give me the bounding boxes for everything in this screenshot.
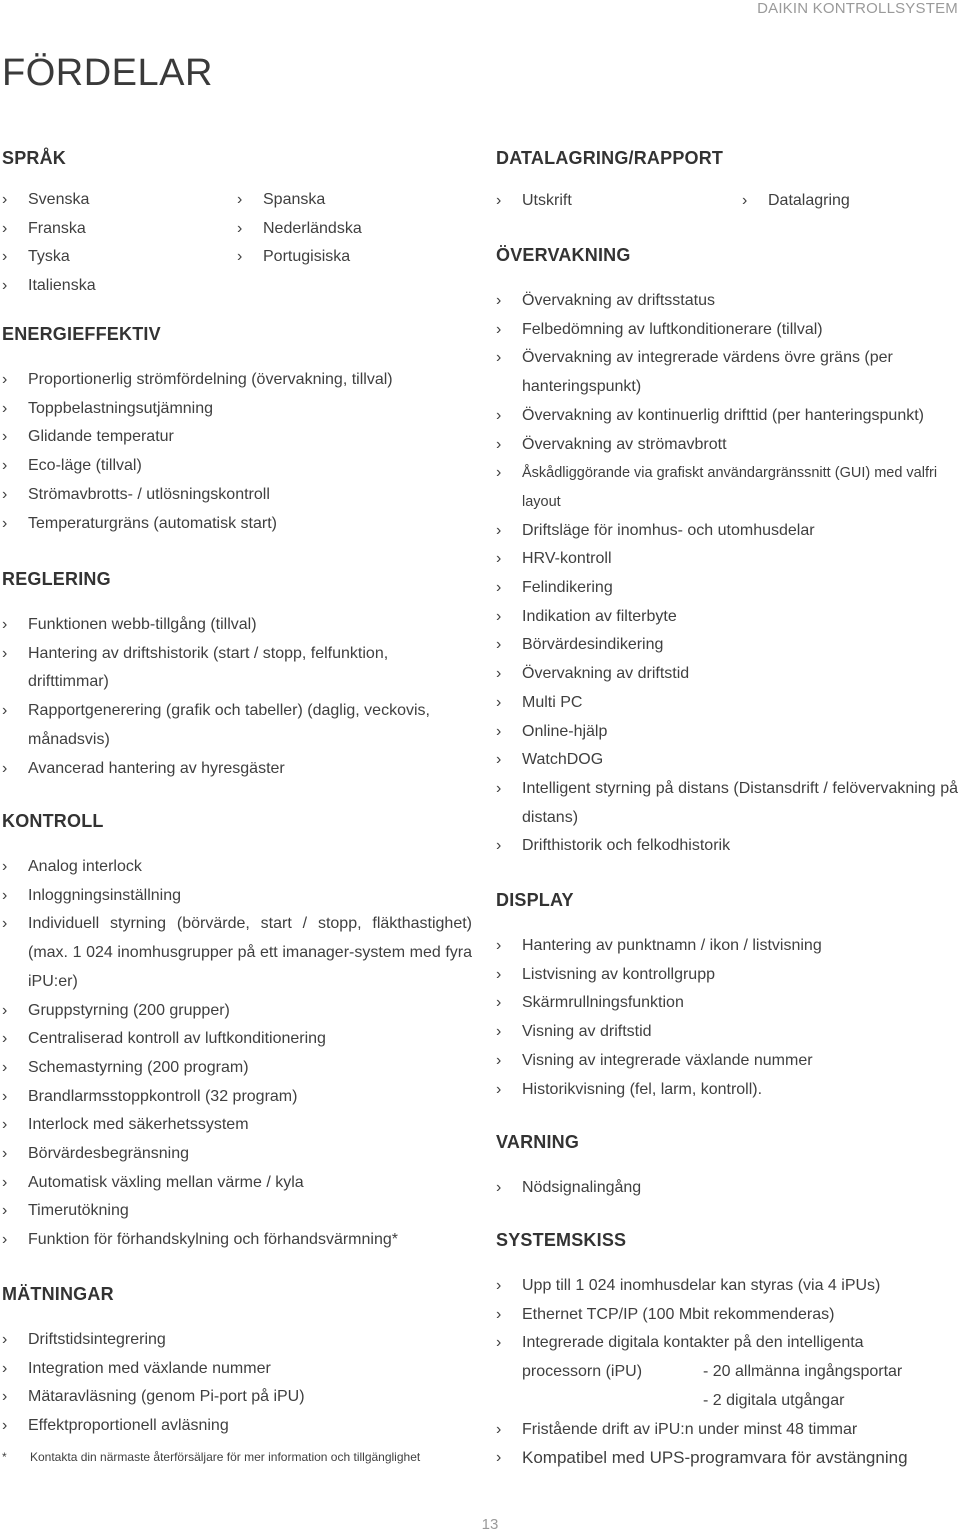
footnote-marker: *: [2, 1450, 7, 1464]
list-item: › Automatisk växling mellan värme / kyla: [2, 1169, 472, 1198]
list-item: › Glidande temperatur: [2, 423, 472, 452]
list-item: › Timerutökning: [2, 1197, 472, 1226]
language-list: [2, 186, 472, 301]
list-item: › Funktion för förhandskylning och förhandsvärmning*: [2, 1226, 472, 1255]
list-item: › Italienska: [2, 272, 237, 301]
list-item: › Visning av driftstid: [496, 1018, 958, 1047]
list-item: › Gruppstyrning (200 grupper): [2, 997, 472, 1026]
section-heading: ENERGIEFFEKTIV: [2, 324, 161, 344]
list-item: › Avancerad hantering av hyresgäster: [2, 755, 447, 784]
section-heading: SPRÅK: [2, 148, 67, 168]
sub-item: - 2 digitala utgångar: [703, 1391, 845, 1409]
list-item: › Integrerade digitala kontakter på den intelligenta: [496, 1329, 958, 1358]
section-heading: ÖVERVAKNING: [496, 245, 631, 265]
list-item: › Visning av integrerade växlande nummer: [496, 1047, 958, 1076]
section-kontroll: [2, 809, 472, 1282]
control-list: [2, 853, 472, 1255]
list-item: › Nederländska: [237, 215, 472, 244]
list-item: › Online-hjälp: [496, 718, 958, 747]
list-item: › Kompatibel med UPS-programvara för avstängning: [496, 1444, 958, 1473]
brand-header: DAIKIN KONTROLLSYSTEM: [757, 0, 958, 17]
list-item: › Temperaturgräns (automatisk start): [2, 510, 472, 539]
list-item: › Indikation av filterbyte: [496, 603, 958, 632]
list-item: › WatchDOG: [496, 746, 958, 775]
left-column: [2, 146, 472, 1441]
list-item: › Svenska: [2, 186, 237, 215]
list-item: › Skärmrullningsfunktion: [496, 989, 958, 1018]
page-title: FÖRDELAR: [2, 52, 213, 94]
list-item: › Multi PC: [496, 689, 958, 718]
list-item: › Börvärdesindikering: [496, 631, 958, 660]
list-item: › Analog interlock: [2, 853, 472, 882]
list-item-continuation: [496, 1358, 958, 1387]
language-list-col1: [2, 186, 237, 301]
list-item: › Toppbelastningsutjämning: [2, 395, 472, 424]
list-item: › Proportionerlig strömfördelning (övervakning, tillval): [2, 366, 472, 395]
section-heading: SYSTEMSKISS: [496, 1230, 627, 1250]
list-item: › Franska: [2, 215, 237, 244]
data-storage-col2: [742, 187, 850, 216]
list-item: › Övervakning av driftstid: [496, 660, 958, 689]
monitoring-list: [496, 287, 958, 861]
list-item: › Strömavbrotts- / utlösningskontroll: [2, 481, 472, 510]
list-item: › Schemastyrning (200 program): [2, 1054, 472, 1083]
warning-list: [496, 1174, 958, 1203]
footnote: [2, 1450, 420, 1464]
data-storage-list: [496, 187, 958, 216]
list-item: › Felindikering: [496, 574, 958, 603]
metering-list: [2, 1326, 472, 1441]
section-overvakning: [496, 243, 958, 888]
list-item: › Övervakning av strömavbrott: [496, 431, 958, 460]
section-varning: [496, 1130, 958, 1228]
section-heading: MÄTNINGAR: [2, 1284, 114, 1304]
sub-item: - 20 allmänna ingångsportar: [703, 1363, 903, 1381]
list-item: › Åskådliggörande via grafiskt användargränssnitt (GUI) med valfri layout: [496, 459, 958, 516]
list-item: › Ethernet TCP/IP (100 Mbit rekommenderas): [496, 1301, 958, 1330]
right-column: [496, 146, 958, 1473]
list-item: › Upp till 1 024 inomhusdelar kan styras (via 4 iPUs): [496, 1272, 958, 1301]
footnote-text: Kontakta din närmaste återförsäljare för mer information och tillgänglighet: [30, 1450, 421, 1464]
energy-list: [2, 366, 472, 538]
system-list: [496, 1272, 958, 1358]
list-item: › Övervakning av integrerade värdens övre gräns (per hanteringspunkt): [496, 344, 958, 401]
section-energieffektiv: [2, 322, 472, 567]
list-item: › Datalagring: [742, 187, 850, 216]
list-item: › Driftstidsintegrering: [2, 1326, 472, 1355]
continuation-text: processorn (iPU): [522, 1363, 643, 1381]
section-heading: REGLERING: [2, 569, 111, 589]
list-item: › Felbedömning av luftkonditionerare (tillval): [496, 316, 958, 345]
section-heading: VARNING: [496, 1132, 580, 1152]
list-item: › Eco-läge (tillval): [2, 452, 472, 481]
list-item: › Effektproportionell avläsning: [2, 1412, 472, 1441]
section-sprak: [2, 146, 472, 322]
list-item: › Börvärdesbegränsning: [2, 1140, 472, 1169]
section-heading: DISPLAY: [496, 890, 574, 910]
list-item: › Hantering av driftshistorik (start / stopp, felfunktion, drifttimmar): [2, 640, 447, 697]
list-item: › Intelligent styrning på distans (Distansdrift / felövervakning på distans): [496, 775, 958, 832]
list-item: › Driftsläge för inomhus- och utomhusdelar: [496, 517, 958, 546]
section-heading: KONTROLL: [2, 811, 104, 831]
data-storage-col1: [496, 187, 742, 216]
list-item: › Inloggningsinställning: [2, 882, 472, 911]
list-item: › Övervakning av kontinuerlig drifttid (per hanteringspunkt): [496, 402, 958, 431]
list-item: › Rapportgenerering (grafik och tabeller) (daglig, veckovis, månadsvis): [2, 697, 447, 754]
section-datalagring: [496, 146, 958, 243]
section-matningar: [2, 1282, 472, 1441]
system-list-2: [496, 1416, 958, 1473]
list-item: › Fristående drift av iPU:n under minst 48 timmar: [496, 1416, 958, 1445]
page-number: 13: [481, 1516, 499, 1533]
list-item: › Integration med växlande nummer: [2, 1355, 472, 1384]
list-item: › Brandlarmsstoppkontroll (32 program): [2, 1083, 472, 1112]
list-item: › Nödsignalingång: [496, 1174, 958, 1203]
list-item: › Spanska: [237, 186, 472, 215]
display-list: [496, 932, 958, 1104]
list-item-continuation: [496, 1387, 958, 1416]
list-item: › Listvisning av kontrollgrupp: [496, 961, 958, 990]
section-display: [496, 888, 958, 1130]
list-item: › Mätaravläsning (genom Pi-port på iPU): [2, 1383, 472, 1412]
list-item: › Portugisiska: [237, 243, 472, 272]
regulation-list: [2, 611, 447, 783]
section-heading: DATALAGRING/RAPPORT: [496, 148, 724, 168]
language-list-col2: [237, 186, 472, 301]
list-item: › Funktionen webb-tillgång (tillval): [2, 611, 447, 640]
section-systemskiss: [496, 1228, 958, 1473]
section-reglering: [2, 567, 472, 809]
list-item: › Övervakning av driftsstatus: [496, 287, 958, 316]
list-item: › Individuell styrning (börvärde, start / stopp, fläkthastighet) (max. 1 024 inomhusgrupper på ett imanager-system med fyra iPU:er): [2, 910, 472, 996]
list-item: › Centraliserad kontroll av luftkonditionering: [2, 1025, 472, 1054]
list-item: › HRV-kontroll: [496, 545, 958, 574]
list-item: › Interlock med säkerhetssystem: [2, 1111, 472, 1140]
list-item: › Historikvisning (fel, larm, kontroll).: [496, 1076, 958, 1105]
list-item: › Utskrift: [496, 187, 742, 216]
list-item: › Tyska: [2, 243, 237, 272]
list-item: › Hantering av punktnamn / ikon / listvisning: [496, 932, 958, 961]
list-item: › Drifthistorik och felkodhistorik: [496, 832, 958, 861]
